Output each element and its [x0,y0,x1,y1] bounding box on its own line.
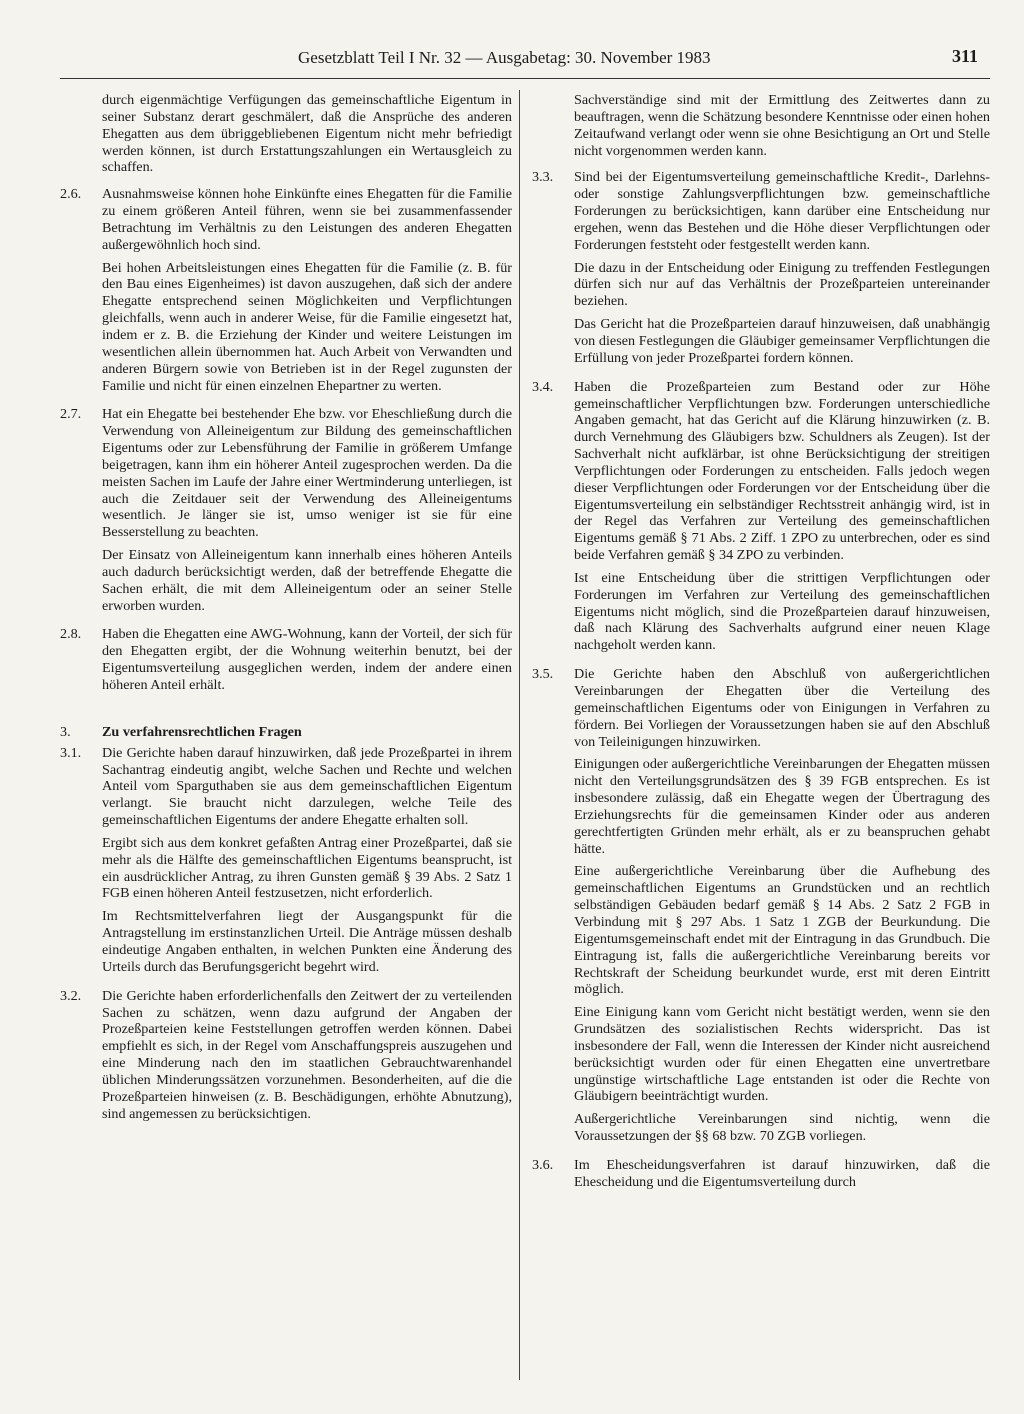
paragraph: Sind bei der Eigentumsverteilung gemeinschaftliche Kredit-, Darlehns- oder sonstige Zahlungsverpflichtungen bzw. gemeinschaftliche Forderungen zu berücksichtigen, kann darüber eine Entscheidung nur ergehen, wenn das Bestehen und die Höhe dieser Verpflichtungen oder Forderungen feststeht oder festgestellt werden kann. [574,169,990,253]
paragraph: durch eigenmächtige Verfügungen das gemeinschaftliche Eigentum in seiner Substanz derart geschmälert, daß die Ansprüche des anderen Ehegatten aus dem übriggebliebenen Eigentum nicht mehr befriedigt werden können, ist durch Erstattungszahlungen ein Wertausgleich zu schaffen. [102,92,512,176]
section-3-3 [530,169,990,366]
paragraph: Die Gerichte haben erforderlichenfalls den Zeitwert der zu verteilenden Sachen zu schätzen, wenn dazu aufgrund der Angaben der Prozeßparteien keine Feststellungen getroffen werden können. Dabei empfiehlt es sich, in der Regel vom Anschaffungspreis auszugehen und eine Minderung nach den im staatlichen Gebrauchtwarenhandel üblichen Minderungssätzen vorzunehmen. Besonderheiten, auf die die Prozeßparteien hinweisen (z. B. Beschädigungen, erhöhte Abnutzung), sind angemessen zu berücksichtigen. [102,987,512,1122]
section-number: 3.6. [532,1156,554,1173]
paragraph: Die dazu in der Entscheidung oder Einigung zu treffenden Festlegungen dürfen sich nur auf das Verhältnis der Prozeßparteien untereinander beziehen. [574,259,990,310]
paragraph: Haben die Prozeßparteien zum Bestand oder zur Höhe gemeinschaftlicher Verpflichtungen bzw. Forderungen unterschiedliche Angaben gemacht, hat das Gericht auf die Klärung hinzuwirken (z. B. durch Vernehmung des Gläubigers bzw. Schuldners als Zeugen). Ist der Sachverhalt nicht aufklärbar, ist ohne Berücksichtigung der streitigen Verpflichtungen oder Forderungen zu entscheiden. Falls jedoch wegen dieser Verpflichtungen oder Forderungen vor der Entscheidung über die Eigentumsverteilung ein selbständiger Rechtsstreit anhängig wird, ist in der Regel das Verfahren zur Verteilung des gemeinschaftlichen Eigentums gemäß § 71 Abs. 2 Ziff. 1 ZPO zu unterbrechen, oder es sind beide Verfahren gemäß § 34 ZPO zu verbinden. [574,378,990,564]
section-3-2 [58,988,512,1123]
section-3-5 [530,666,990,1145]
section-number: 2.6. [60,186,82,203]
section-2-6 [58,186,512,394]
paragraph: Das Gericht hat die Prozeßparteien darauf hinzuweisen, daß unabhängig von diesen Festlegungen die Gläubiger gemeinsamer Verpflichtungen die Erfüllung von jeder Prozeßpartei fordern können. [574,316,990,366]
paragraph: Eine außergerichtliche Vereinbarung über die Aufhebung des gemeinschaftlichen Eigentums an Grundstücken und an rechtlich selbständigen Gebäuden bedarf gemäß § 14 Abs. 2 Satz 2 FGB in Verbindung mit § 297 Abs. 1 Satz 1 ZGB der Beurkundung. Die Eigentumsgemeinschaft endet mit der Eintragung in das Grundbuch. Die Eintragung ist, falls die außergerichtliche Vereinbarung bereits vor Rechtskraft der Scheidung beurkundet wurde, erst mit deren Eintritt möglich. [574,863,990,998]
section-3-6 [530,1157,990,1191]
paragraph: Außergerichtliche Vereinbarungen sind nichtig, wenn die Voraussetzungen der §§ 68 bzw. 70 ZGB vorliegen. [574,1111,990,1145]
section-number: 3. [60,723,71,740]
section-2-8 [58,626,512,693]
section-number: 3.4. [532,378,554,395]
paragraph: Bei hohen Arbeitsleistungen eines Ehegatten für die Familie (z. B. für den Bau eines Eigenheimes) ist davon auszugehen, daß sich der andere Ehegatte entsprechend seinen Möglichkeiten und Verpflichtungen gleichfalls, wenn auch in anderer Weise, für die Familie eingesetzt hat, indem er z. B. die Erziehung der Kinder und weitere Leistungen im wesentlichen allein übernommen hat. Auch Arbeit von Verwandten und anderen Bürgern sowie von Betrieben ist in der Regel zugunsten der Familie und nicht für einen einzelnen Ehepartner zu werten. [102,259,512,394]
section-number: 3.1. [60,744,82,761]
paragraph: Der Einsatz von Alleineigentum kann innerhalb eines höheren Anteils auch dadurch berücksichtigt werden, daß der betreffende Ehegatte die Sachen erhält, die mit dem Alleineigentum oder an seiner Stelle erworben wurden. [102,547,512,614]
paragraph: Im Ehescheidungsverfahren ist darauf hinzuwirken, daß die Ehescheidung und die Eigentumsverteilung durch [574,1156,990,1190]
section-number: 3.2. [60,987,82,1004]
paragraph: Hat ein Ehegatte bei bestehender Ehe bzw. vor Eheschließung durch die Verwendung von Alleineigentum zur Bildung des gemeinschaftlichen Eigentums oder zur Lebensführung der Familie in größerem Umfange beigetragen, kann ihm ein höherer Anteil zugesprochen werden. Da die meisten Sachen im Laufe der Jahre einer Wertminderung unterliegen, ist auch die Zeitdauer seit der Verwendung des Alleineigentums wesentlich. Je länger sie ist, umso weniger ist sie für eine Besserstellung zu beachten. [102,406,512,541]
paragraph: Sachverständige sind mit der Ermittlung des Zeitwertes dann zu beauftragen, wenn die Schätzung besondere Kenntnisse oder einen hohen Zeitaufwand verlangt oder wenn sie ohne Besichtigung an Ort und Stelle nicht vorgenommen werden kann. [574,92,990,159]
paragraph: Einigungen oder außergerichtliche Vereinbarungen der Ehegatten müssen nicht den Verteilungsgrundsätzen des § 39 FGB entsprechen. Es ist insbesondere zulässig, daß ein Ehegatte wegen der Übertragung des Erziehungsrechts für die gemeinsamen Kinder oder aus anderen gerechtfertigten Gründen mehr erhält, als er zu beanspruchen gehabt hätte. [574,756,990,857]
header-rule [60,78,990,79]
left-column [58,92,512,1134]
section-3-heading [58,724,512,741]
section-number: 2.8. [60,626,82,643]
paragraph: Die Gerichte haben darauf hinzuwirken, daß jede Prozeßpartei in ihrem Sachantrag eindeutig angibt, welche Sachen und Rechte und welchen Anteil vom Sparguthaben sie aus dem gemeinschaftlichen Eigentum verlangt. Sie braucht nicht darzulegen, welche Teile des gemeinschaftlichen Eigentums der andere Ehegatte erhalten soll. [102,744,512,829]
section-2-7 [58,406,512,614]
page-number: 311 [951,46,978,66]
continued-paragraph [58,92,512,176]
section-number: 2.7. [60,406,82,423]
section-number: 3.3. [532,169,554,186]
right-column [530,92,990,1203]
section-3-1 [58,745,512,976]
paragraph: Eine Einigung kann vom Gericht nicht bestätigt werden, wenn sie den Grundsätzen des sozialistischen Rechts widerspricht. Das ist insbesondere der Fall, wenn die Interessen der Kinder nicht ausreichend berücksichtigt wurden oder für einen Ehegatten eine unvertretbare ungünstige wirtschaftliche Lage entstanden ist oder die Rechte von Gläubigern beeinträchtigt wurden. [574,1004,990,1105]
section-title: Zu verfahrensrechtlichen Fragen [102,723,302,740]
paragraph: Ergibt sich aus dem konkret gefaßten Antrag einer Prozeßpartei, daß sie mehr als die Hälfte des gemeinschaftlichen Eigentums beansprucht, ist ein ausdrücklicher Antrag, zu ihren Gunsten gemäß § 39 Abs. 2 Satz 1 FGB einen höheren Anteil festzusetzen, nicht erforderlich. [102,834,512,902]
continued-paragraph [530,92,990,159]
paragraph: Die Gerichte haben den Abschluß von außergerichtlichen Vereinbarungen der Ehegatten über die Verteilung des gemeinschaftlichen Eigentums oder von Einigungen in Verfahren zu fördern. Bei Vorliegen der Voraussetzungen haben sie auf den Abschluß von Teileinigungen hinzuwirken. [574,666,990,750]
page-header [298,46,988,76]
paragraph: Haben die Ehegatten eine AWG-Wohnung, kann der Vorteil, der sich für den Ehegatten ergibt, der die Wohnung weiterhin benutzt, bei der Eigentumsverteilung ausgeglichen werden, indem der andere einen höheren Anteil erhält. [102,626,512,693]
column-divider [519,90,520,1380]
paragraph: Ausnahmsweise können hohe Einkünfte eines Ehegatten für die Familie zu einem größeren Anteil führen, wenn sie bei zusammenfassender Betrachtung im Verhältnis zu den Leistungen des anderen Ehegatten außergewöhnlich hoch sind. [102,186,512,253]
section-3-4 [530,379,990,655]
section-number: 3.5. [532,666,554,683]
paragraph: Ist eine Entscheidung über die strittigen Verpflichtungen oder Forderungen im Verfahren zur Verteilung des gemeinschaftlichen Eigentums nicht möglich, sind die Prozeßparteien darauf hinzuweisen, daß nach Klärung des Sachverhalts aufgrund einer neuen Klage nachgeholt werden kann. [574,569,990,654]
header-title: Gesetzblatt Teil I Nr. 32 — Ausgabetag: 30. November 1983 [298,48,711,67]
paragraph: Im Rechtsmittelverfahren liegt der Ausgangspunkt für die Antragstellung im erstinstanzlichen Urteil. Die Anträge müssen deshalb eindeutige Angaben enthalten, in welchen Punkten eine Änderung des Urteils durch das Berufungsgericht begehrt wird. [102,908,512,975]
